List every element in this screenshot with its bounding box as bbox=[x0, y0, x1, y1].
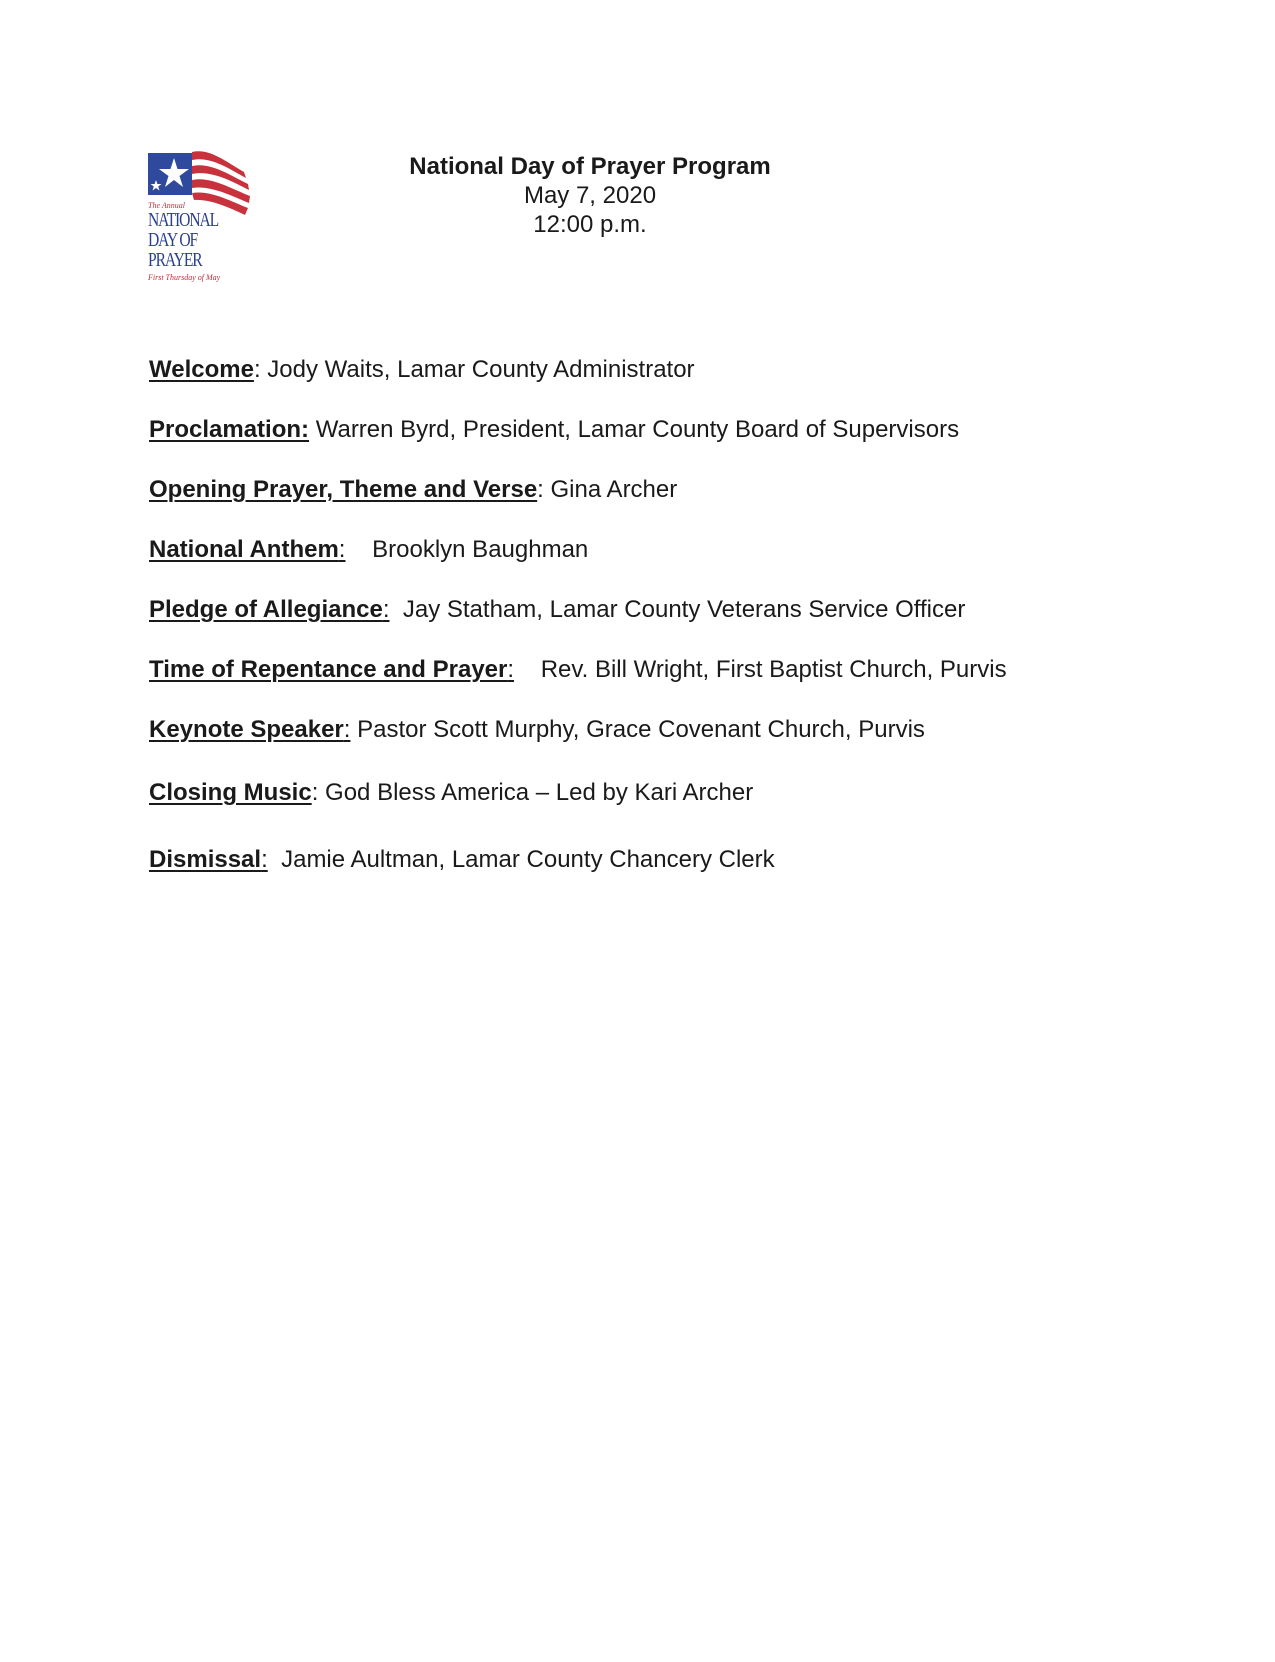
page-title: National Day of Prayer Program bbox=[409, 153, 771, 180]
event-time: 12:00 p.m. bbox=[533, 211, 647, 238]
program-header bbox=[380, 152, 800, 239]
logo-tagline-bottom: First Thursday of May bbox=[148, 273, 221, 282]
program-item-keynote: Keynote Speaker: Pastor Scott Murphy, Grace Covenant Church, Purvis bbox=[149, 716, 925, 743]
item-value: Pastor Scott Murphy, Grace Covenant Church, Purvis bbox=[357, 716, 925, 743]
item-value: Jody Waits, Lamar County Administrator bbox=[267, 356, 695, 383]
item-label: National Anthem bbox=[149, 536, 339, 563]
item-label: Keynote Speaker bbox=[149, 716, 344, 743]
program-item-national-anthem: National Anthem: Brooklyn Baughman bbox=[149, 536, 589, 563]
item-value: God Bless America – Led by Kari Archer bbox=[325, 779, 754, 806]
item-label: Time of Repentance and Prayer bbox=[149, 656, 508, 683]
program-item-opening-prayer: Opening Prayer, Theme and Verse: Gina Archer bbox=[149, 476, 678, 503]
logo-word-national: NATIONAL bbox=[148, 209, 219, 231]
item-value: Brooklyn Baughman bbox=[372, 536, 589, 563]
program-item-welcome: Welcome: Jody Waits, Lamar County Administrator bbox=[149, 356, 695, 383]
logo-tagline-top: The Annual bbox=[148, 201, 185, 210]
item-label: Dismissal bbox=[149, 846, 262, 873]
program-item-pledge: Pledge of Allegiance: Jay Statham, Lamar County Veterans Service Officer bbox=[149, 596, 966, 623]
program-item-repentance: Time of Repentance and Prayer: Rev. Bill Wright, First Baptist Church, Purvis bbox=[149, 656, 1007, 683]
item-label: Welcome bbox=[149, 356, 254, 383]
national-day-of-prayer-logo bbox=[148, 150, 256, 295]
program-item-proclamation bbox=[149, 415, 959, 445]
logo-word-day-of: DAY OF bbox=[148, 229, 198, 251]
program-item-dismissal: Dismissal: Jamie Aultman, Lamar County Chancery Clerk bbox=[149, 846, 775, 873]
item-label: Closing Music bbox=[149, 779, 312, 806]
event-date: May 7, 2020 bbox=[523, 182, 657, 209]
program-item-closing-music: Closing Music: God Bless America – Led by Kari Archer bbox=[149, 779, 754, 806]
logo-word-prayer: PRAYER bbox=[148, 249, 202, 271]
item-label: Opening Prayer, Theme and Verse bbox=[149, 476, 538, 503]
item-value: Warren Byrd, President, Lamar County Board of Supervisors bbox=[315, 416, 960, 443]
item-label: Proclamation: bbox=[149, 416, 310, 443]
item-value: Gina Archer bbox=[550, 476, 678, 503]
item-label: Pledge of Allegiance bbox=[149, 596, 383, 623]
item-value: Jay Statham, Lamar County Veterans Service Officer bbox=[402, 596, 966, 623]
item-value: Jamie Aultman, Lamar County Chancery Clerk bbox=[281, 846, 775, 873]
item-value: Rev. Bill Wright, First Baptist Church, Purvis bbox=[540, 656, 1007, 683]
